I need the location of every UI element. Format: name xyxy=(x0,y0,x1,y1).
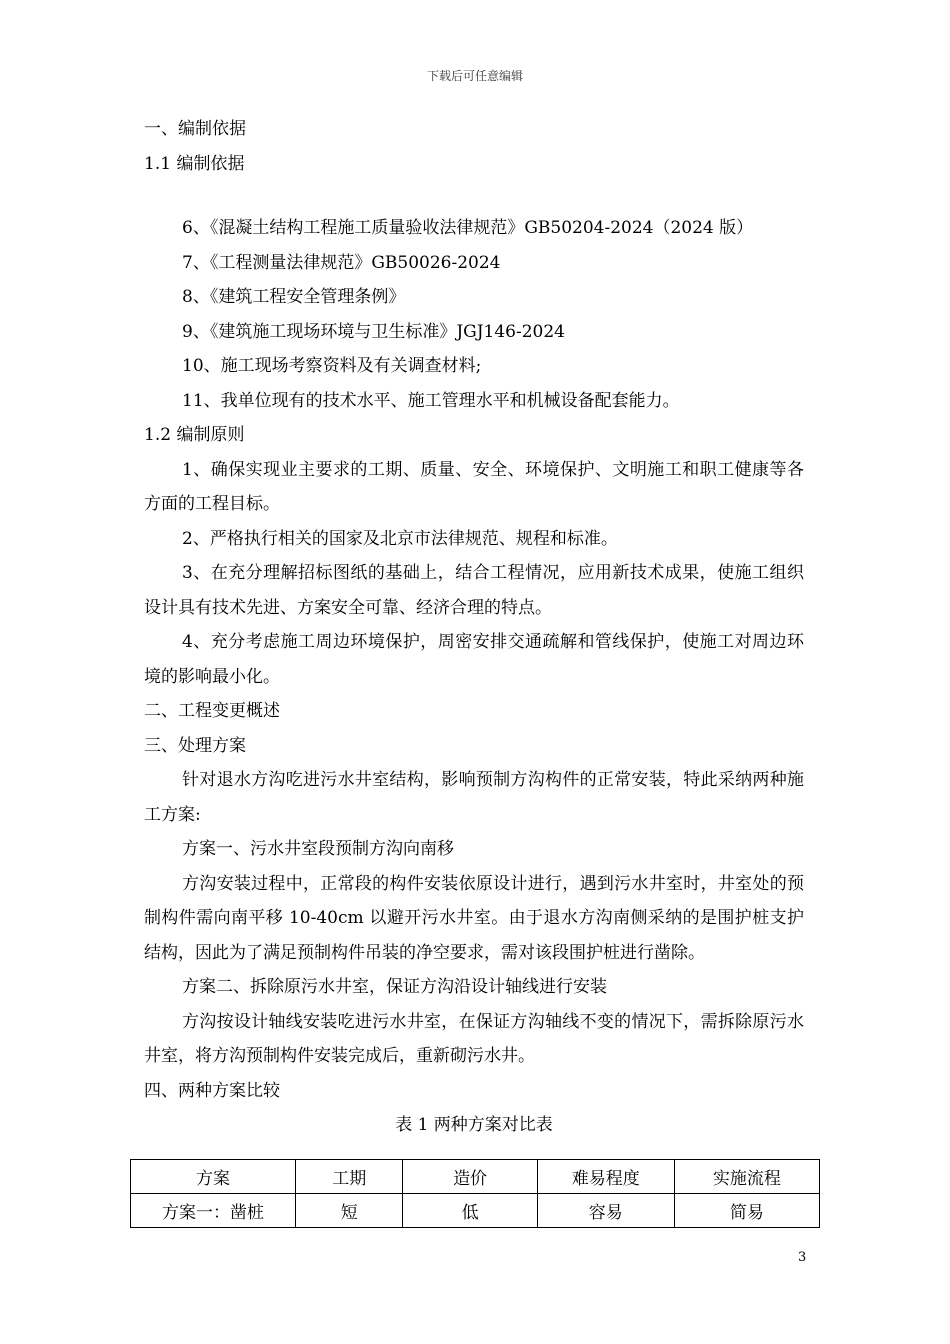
table-header-row xyxy=(131,1160,820,1194)
principle-item: 4、充分考虑施工周边环境保护，周密安排交通疏解和管线保护，使施工对周边环境的影响最小化。 xyxy=(144,632,804,687)
table-header-cell: 难易程度 xyxy=(537,1160,674,1194)
principle-item: 1、确保实现业主要求的工期、质量、安全、环境保护、文明施工和职工健康等各方面的工程目标。 xyxy=(144,459,804,514)
table-cell: 简易 xyxy=(674,1194,819,1228)
blank-space xyxy=(144,181,804,211)
basis-item: 11、我单位现有的技术水平、施工管理水平和机械设备配套能力。 xyxy=(182,390,680,411)
treatment-intro: 针对退水方沟吃进污水井室结构，影响预制方沟构件的正常安装，特此采纳两种施工方案: xyxy=(144,770,804,825)
document-body xyxy=(144,112,804,1142)
principle-item: 2、严格执行相关的国家及北京市法律规范、规程和标准。 xyxy=(182,528,618,549)
table-cell: 方案一：凿桩 xyxy=(131,1194,296,1228)
table-row xyxy=(131,1194,820,1228)
table-header-cell: 实施流程 xyxy=(674,1160,819,1194)
table-header-cell: 造价 xyxy=(403,1160,537,1194)
section-heading-comparison: 四、两种方案比较 xyxy=(144,1080,280,1101)
plan1-title: 方案一、污水井室段预制方沟向南移 xyxy=(182,839,454,859)
subsection-heading-basis: 1.1 编制依据 xyxy=(144,153,245,174)
comparison-table xyxy=(130,1159,820,1228)
plan2-title: 方案二、拆除原污水井室，保证方沟沿设计轴线进行安装 xyxy=(182,977,607,997)
table-caption: 表 1 两种方案对比表 xyxy=(395,1115,553,1135)
page-header: 下载后可任意编辑 xyxy=(426,69,523,83)
basis-item: 8、《建筑工程安全管理条例》 xyxy=(182,287,406,307)
table-cell: 短 xyxy=(296,1194,403,1228)
subsection-heading-principles: 1.2 编制原则 xyxy=(144,425,245,445)
section-heading-basis: 一、编制依据 xyxy=(144,119,246,139)
basis-item: 9、《建筑施工现场环境与卫生标准》JGJ146-2024 xyxy=(182,321,565,342)
table-cell: 低 xyxy=(403,1194,537,1228)
basis-item: 7、《工程测量法律规范》GB50026-2024 xyxy=(182,252,501,273)
table-cell: 容易 xyxy=(537,1194,674,1228)
principle-item: 3、在充分理解招标图纸的基础上，结合工程情况，应用新技术成果，使施工组织设计具有技术先进、方案安全可靠、经济合理的特点。 xyxy=(144,563,804,618)
basis-item: 10、施工现场考察资料及有关调查材料; xyxy=(182,356,482,376)
section-heading-change-overview: 二、工程变更概述 xyxy=(144,701,280,721)
plan2-text: 方沟按设计轴线安装吃进污水井室，在保证方沟轴线不变的情况下，需拆除原污水井室，将方沟预制构件安装完成后，重新砌污水井。 xyxy=(144,1011,804,1066)
plan1-text: 方沟安装过程中，正常段的构件安装依原设计进行，遇到污水井室时，井室处的预制构件需向南平移 10-40cm 以避开污水井室。由于退水方沟南侧采纳的是围护桩支护结构，因此为了满足预制构件吊装的净空要求，需对该段围护桩进行凿除。 xyxy=(144,873,804,963)
table-header-cell: 工期 xyxy=(296,1160,403,1194)
basis-item: 6、《混凝土结构工程施工质量验收法律规范》GB50204-2024（2024 版） xyxy=(182,218,754,238)
section-heading-treatment: 三、处理方案 xyxy=(144,735,246,756)
page-number: 3 xyxy=(798,1250,807,1265)
table-header-cell: 方案 xyxy=(131,1160,296,1194)
